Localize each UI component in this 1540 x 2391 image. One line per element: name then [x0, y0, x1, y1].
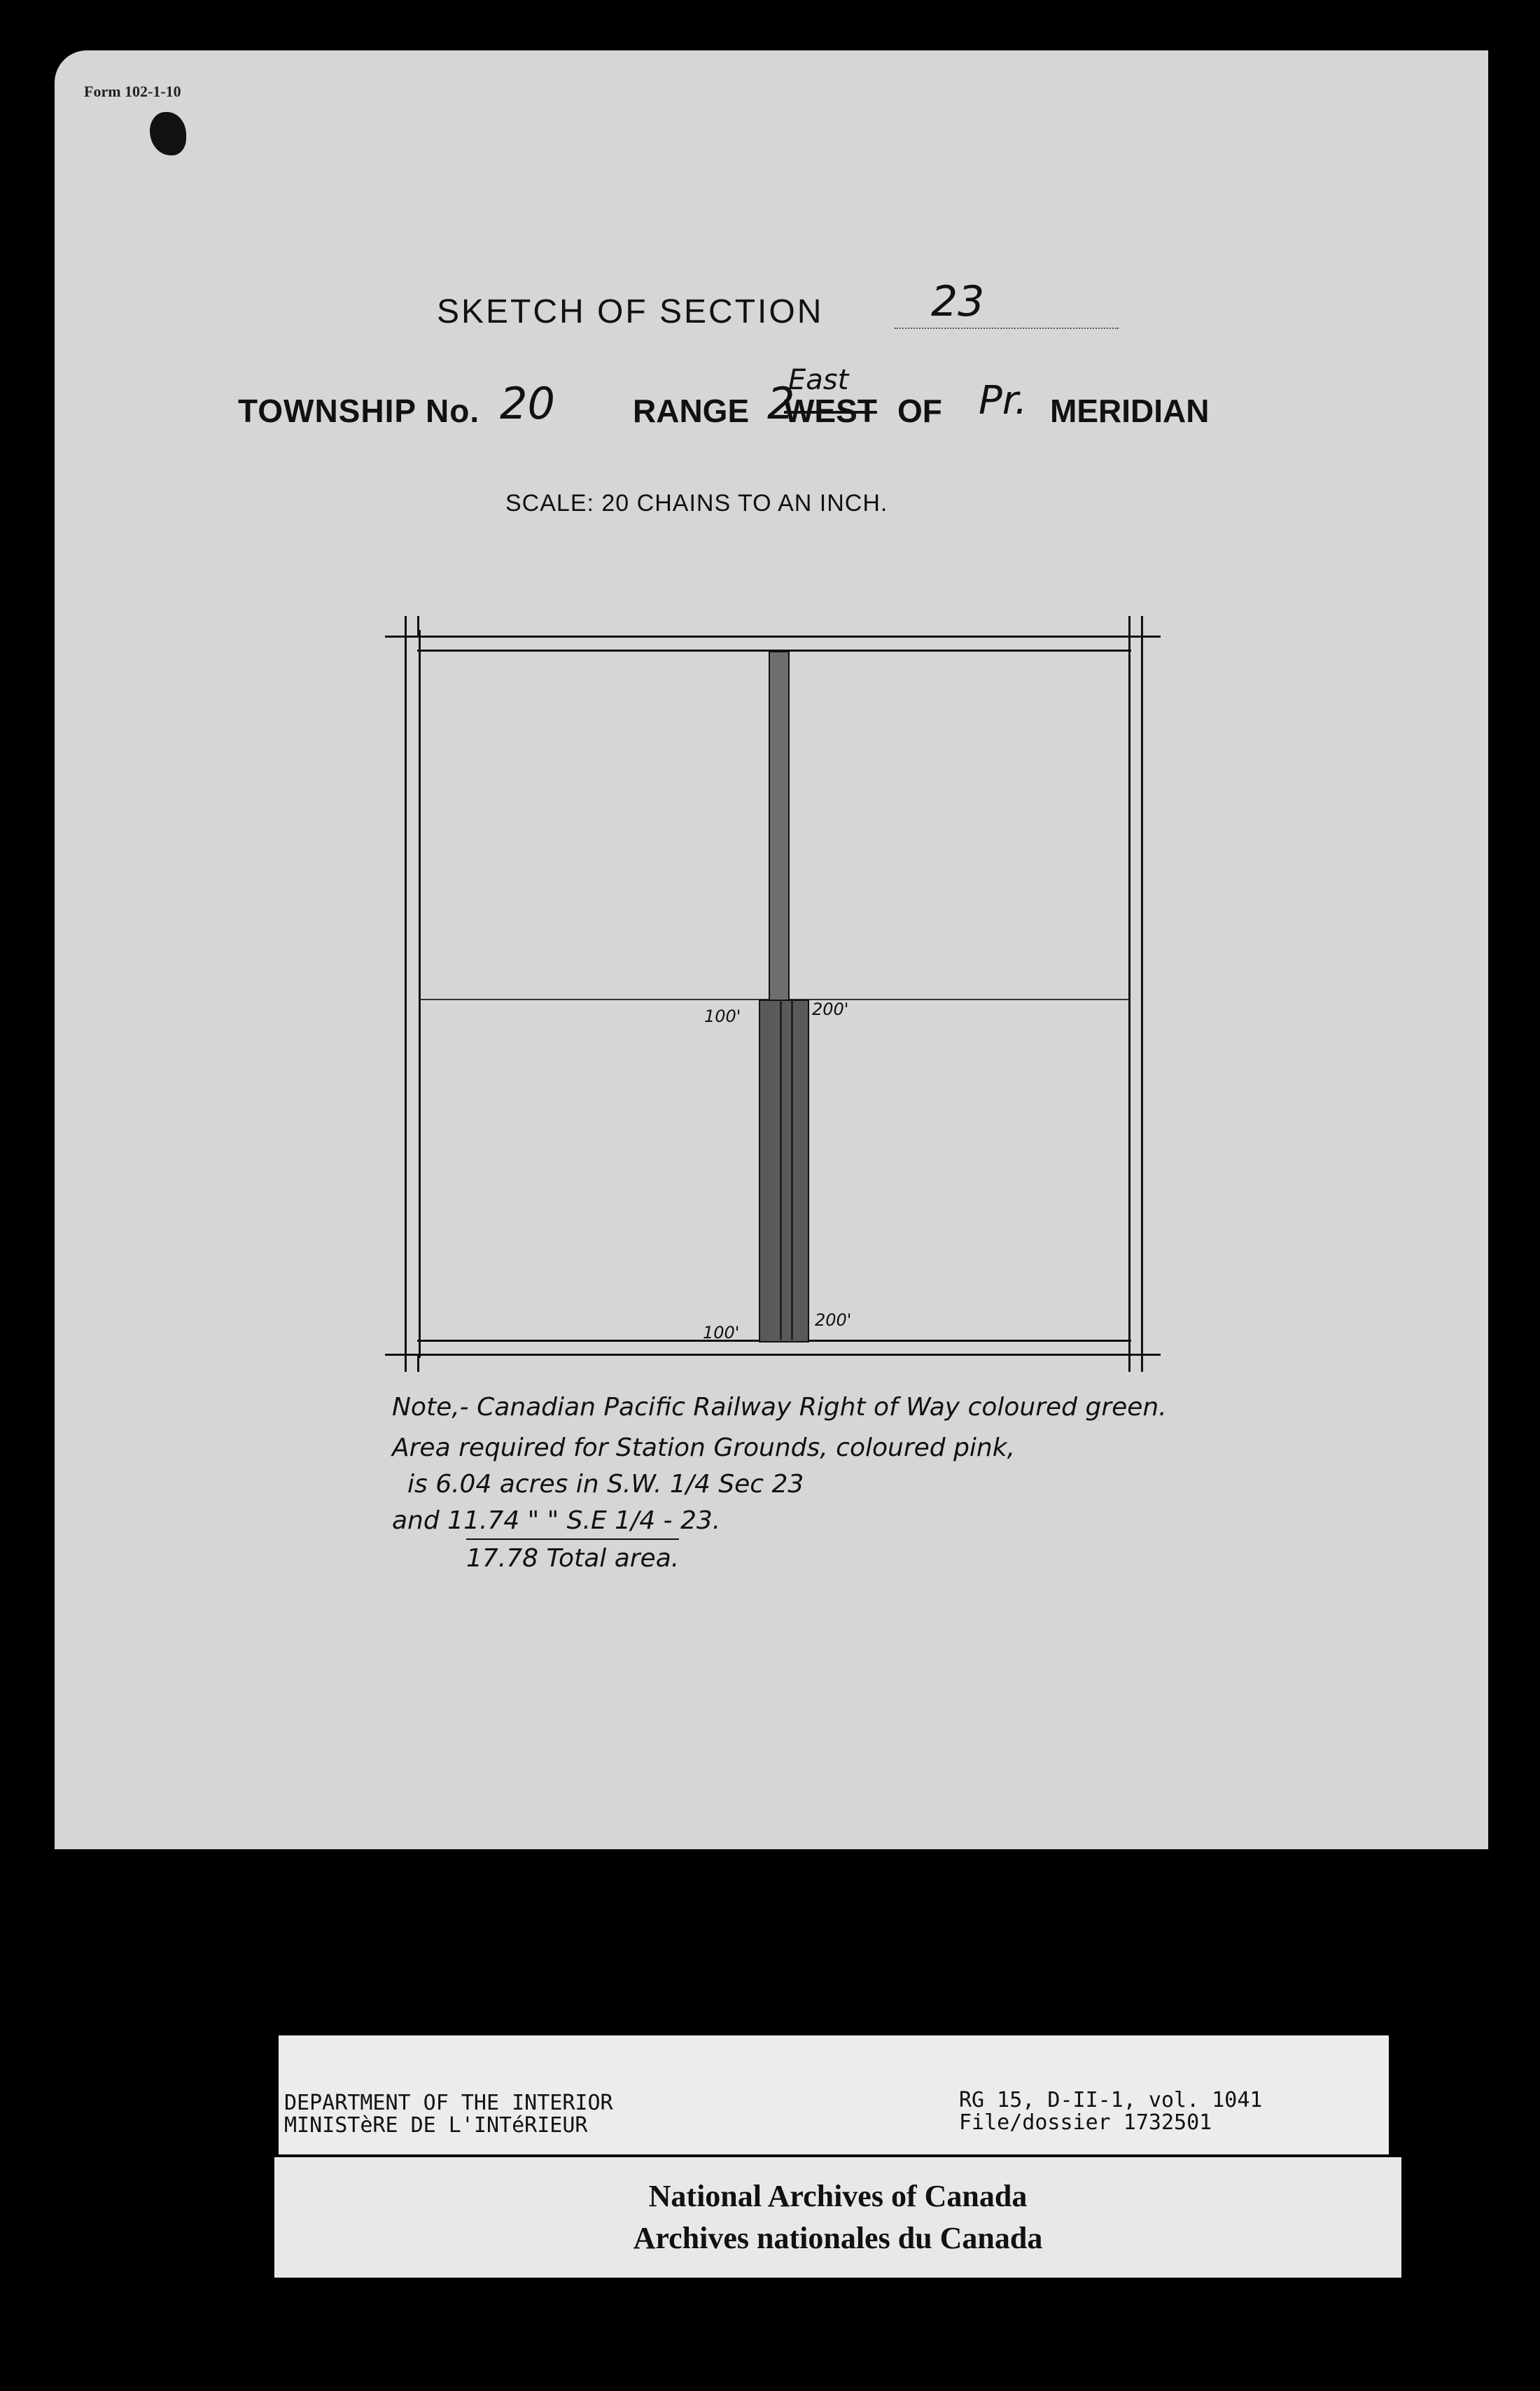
road-line-right-inner [1128, 630, 1130, 1358]
archives-footer [274, 2157, 1401, 2278]
width-label-upper-right: 200' [812, 1000, 849, 1019]
station-grounds [759, 1000, 809, 1342]
road-line-left-outer [405, 616, 407, 1372]
width-label-lower-right: 200' [815, 1310, 852, 1330]
note-line-3: is 6.04 acres in S.W. 1/4 Sec 23 [407, 1470, 804, 1499]
note-line-4: and 11.74 " " S.E 1/4 - 23. [392, 1506, 721, 1535]
right-of-way-divider [780, 1000, 782, 1340]
township-number: 20 [500, 378, 555, 429]
file-number: File/dossier 1732501 [959, 2110, 1212, 2135]
meridian-label: MERIDIAN [1050, 393, 1210, 429]
meridian-number: Pr. [979, 378, 1028, 423]
direction-inserted: East [788, 364, 849, 396]
sketch-title: SKETCH OF SECTION [437, 293, 824, 330]
township-label: TOWNSHIP No. [238, 393, 480, 429]
range-number: 2 [767, 378, 795, 429]
width-label-upper-left: 100' [704, 1007, 741, 1026]
note-line-2: Area required for Station Grounds, coloured pink, [392, 1433, 1016, 1462]
width-label-lower-left: 100' [703, 1323, 740, 1342]
archive-reference-label [279, 2035, 1389, 2154]
archive-reference: RG 15, D-II-1, vol. 1041 [959, 2088, 1263, 2112]
section-number: 23 [931, 277, 985, 326]
railway-right-of-way [769, 651, 790, 1002]
corner-tick [1128, 1354, 1130, 1372]
corner-tick [417, 616, 419, 637]
of-label: OF [897, 393, 942, 429]
right-of-way-divider [791, 1000, 793, 1340]
department-fr: MINISTèRE DE L'INTéRIEUR [284, 2113, 588, 2138]
range-label: RANGE [633, 393, 750, 429]
corner-tick [417, 1354, 419, 1372]
direction-struck: WEST [784, 393, 877, 429]
road-line-right-outer [1141, 616, 1143, 1372]
road-line-top-outer [385, 636, 1161, 638]
department-en: DEPARTMENT OF THE INTERIOR [284, 2091, 613, 2115]
note-line-1: Note,- Canadian Pacific Railway Right of Way coloured green. [392, 1393, 1167, 1422]
scale-note: SCALE: 20 CHAINS TO AN INCH. [505, 490, 888, 517]
road-line-left-inner [419, 630, 421, 1358]
section-number-blank [895, 328, 1119, 329]
archives-name-en: National Archives of Canada [648, 2179, 1028, 2213]
note-line-5: 17.78 Total area. [466, 1538, 679, 1573]
road-line-bottom-outer [385, 1354, 1161, 1356]
corner-tick [1128, 616, 1130, 637]
archives-name-fr: Archives nationales du Canada [633, 2221, 1043, 2255]
form-number: Form 102-1-10 [84, 83, 181, 100]
